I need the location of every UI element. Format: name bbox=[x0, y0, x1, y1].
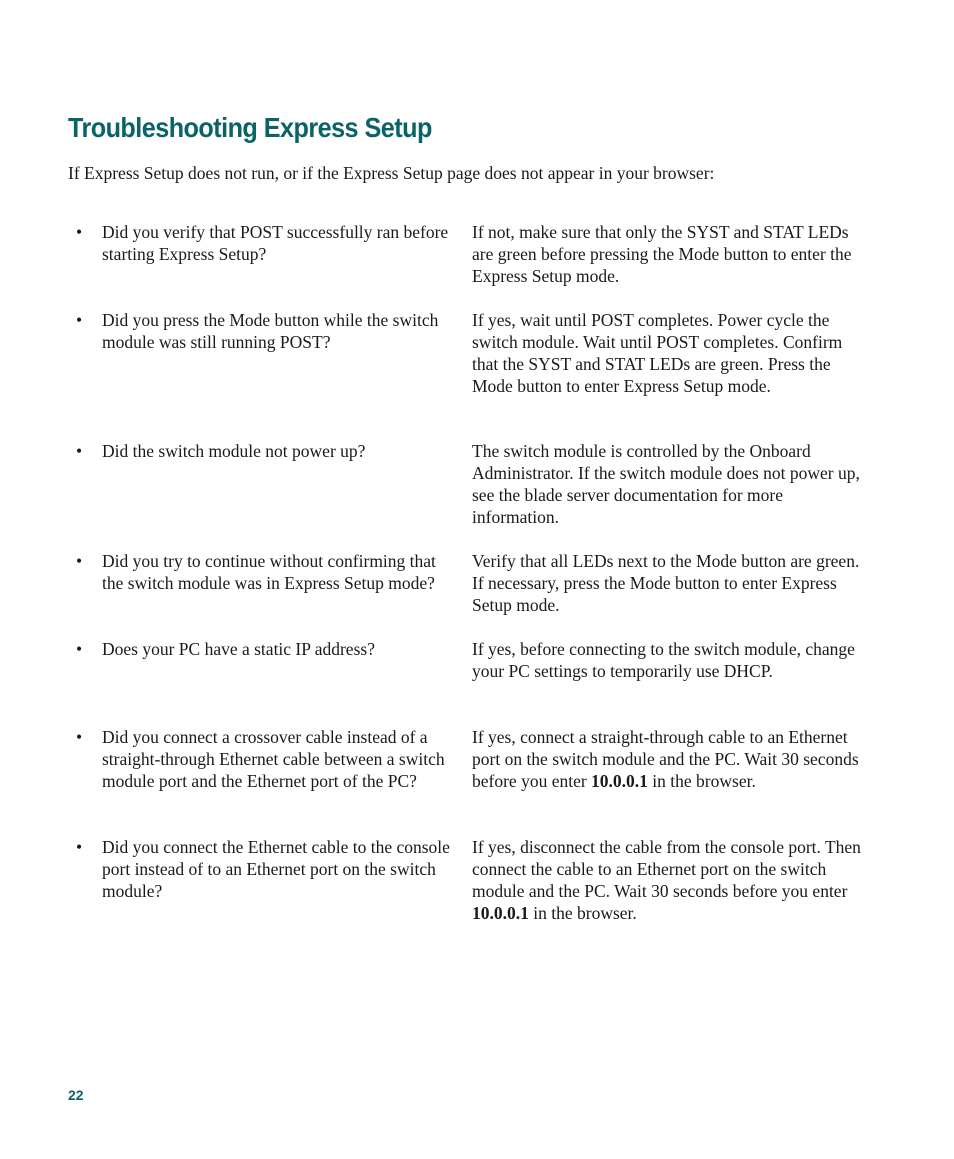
question-text: Did the switch module not power up? bbox=[102, 441, 366, 461]
question-text: Did you try to continue without confirming that the switch module was in Express Setup mode? bbox=[102, 551, 436, 593]
answer-text: The switch module is controlled by the Onboard Administrator. If the switch module does not power up, see the blade server documentation for more information. bbox=[472, 441, 860, 527]
question-text: Did you verify that POST successfully ran before starting Express Setup? bbox=[102, 222, 449, 264]
answer-text: If yes, before connecting to the switch module, change your PC settings to temporarily use DHCP. bbox=[472, 639, 855, 681]
answer-text: If yes, connect a straight-through cable to an Ethernet port on the switch module and the PC. Wait 30 seconds before you enter 10.0.0.1 in the browser. bbox=[472, 727, 859, 791]
answer-text: If yes, wait until POST completes. Power cycle the switch module. Wait until POST completes. Confirm that the SYST and STAT LEDs are green. Press the Mode button to enter Express Setup mode. bbox=[472, 310, 843, 396]
answer-text: If not, make sure that only the SYST and STAT LEDs are green before pressing the Mode button to enter the Express Setup mode. bbox=[472, 222, 852, 286]
question-text: Did you connect the Ethernet cable to the console port instead of to an Ethernet port on the switch module? bbox=[102, 837, 450, 901]
question-text: Did you press the Mode button while the switch module was still running POST? bbox=[102, 310, 439, 352]
bullet: • bbox=[76, 310, 83, 330]
answer-text: If yes, disconnect the cable from the console port. Then connect the cable to an Ethernet port on the switch module and the PC. Wait 30 seconds before you enter 10.0.0.1 in the browser. bbox=[472, 837, 861, 923]
bullet: • bbox=[76, 639, 83, 659]
bullet: • bbox=[76, 441, 83, 461]
ip-address: 10.0.0.1 bbox=[591, 771, 648, 791]
question-text: Did you connect a crossover cable instead of a straight-through Ethernet cable between a switch module port and the Ethernet port of the PC? bbox=[102, 727, 445, 791]
question-text: Does your PC have a static IP address? bbox=[102, 639, 375, 659]
answer-text: Verify that all LEDs next to the Mode button are green. If necessary, press the Mode button to enter Express Setup mode. bbox=[472, 551, 860, 615]
bullet: • bbox=[76, 837, 83, 857]
ip-address: 10.0.0.1 bbox=[472, 903, 529, 923]
page-title: Troubleshooting Express Setup bbox=[68, 112, 432, 143]
intro-paragraph: If Express Setup does not run, or if the Express Setup page does not appear in your browser: bbox=[68, 163, 715, 183]
bullet: • bbox=[76, 222, 83, 242]
bullet: • bbox=[76, 727, 83, 747]
bullet: • bbox=[76, 551, 83, 571]
page-number: 22 bbox=[68, 1087, 84, 1103]
